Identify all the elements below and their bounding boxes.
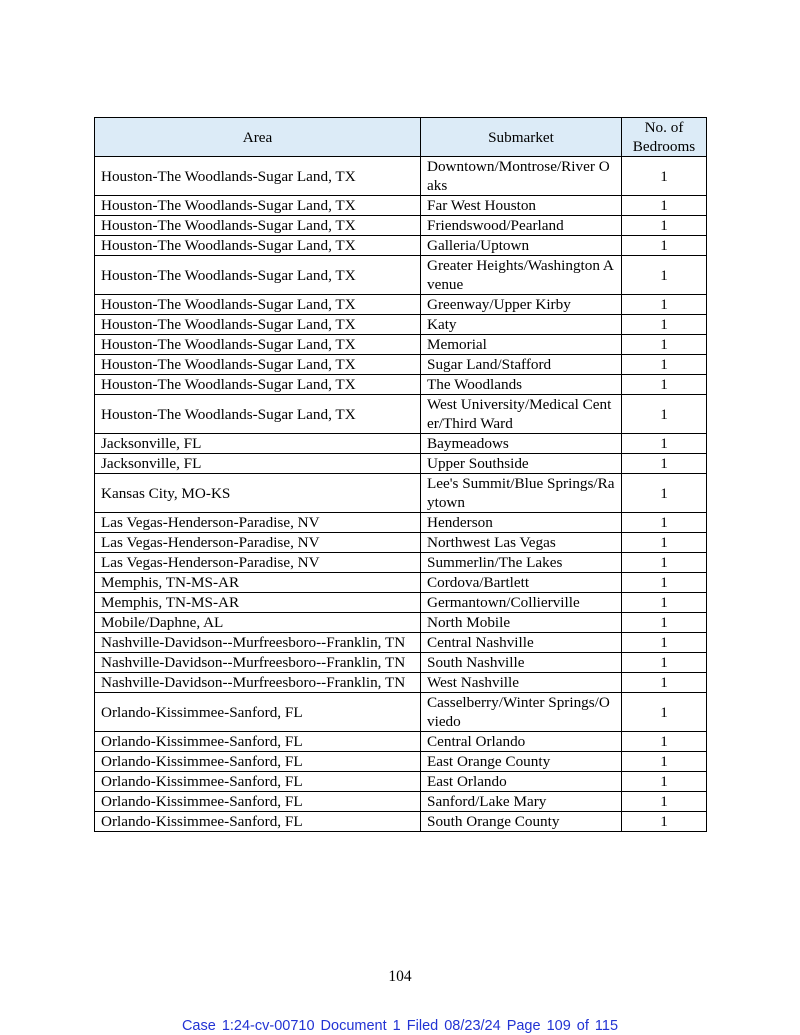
cell-submarket: Sugar Land/Stafford xyxy=(421,355,622,375)
cell-bedrooms: 1 xyxy=(622,256,707,295)
cell-bedrooms: 1 xyxy=(622,315,707,335)
header-area: Area xyxy=(95,118,421,157)
cell-submarket: Central Orlando xyxy=(421,732,622,752)
cell-area: Jacksonville, FL xyxy=(95,454,421,474)
cell-submarket: West University/Medical Center/Third Ward xyxy=(421,395,622,434)
cell-bedrooms: 1 xyxy=(622,573,707,593)
cell-bedrooms: 1 xyxy=(622,633,707,653)
cell-area: Houston-The Woodlands-Sugar Land, TX xyxy=(95,295,421,315)
cell-submarket: Baymeadows xyxy=(421,434,622,454)
cell-area: Orlando-Kissimmee-Sanford, FL xyxy=(95,792,421,812)
table-row xyxy=(95,513,707,533)
cell-submarket: Central Nashville xyxy=(421,633,622,653)
table-row xyxy=(95,236,707,256)
cell-bedrooms: 1 xyxy=(622,335,707,355)
cell-area: Jacksonville, FL xyxy=(95,434,421,454)
cell-submarket: Memorial xyxy=(421,335,622,355)
cell-bedrooms: 1 xyxy=(622,216,707,236)
cell-area: Houston-The Woodlands-Sugar Land, TX xyxy=(95,236,421,256)
cell-area: Houston-The Woodlands-Sugar Land, TX xyxy=(95,196,421,216)
cell-submarket: Greenway/Upper Kirby xyxy=(421,295,622,315)
cell-area: Houston-The Woodlands-Sugar Land, TX xyxy=(95,157,421,196)
cell-bedrooms: 1 xyxy=(622,355,707,375)
cell-area: Orlando-Kissimmee-Sanford, FL xyxy=(95,812,421,832)
cell-area: Las Vegas-Henderson-Paradise, NV xyxy=(95,513,421,533)
cell-submarket: East Orange County xyxy=(421,752,622,772)
cell-area: Houston-The Woodlands-Sugar Land, TX xyxy=(95,395,421,434)
cell-submarket: East Orlando xyxy=(421,772,622,792)
table-row xyxy=(95,772,707,792)
cell-area: Houston-The Woodlands-Sugar Land, TX xyxy=(95,216,421,236)
cell-area: Houston-The Woodlands-Sugar Land, TX xyxy=(95,355,421,375)
table-row xyxy=(95,792,707,812)
cell-bedrooms: 1 xyxy=(622,395,707,434)
cell-area: Las Vegas-Henderson-Paradise, NV xyxy=(95,533,421,553)
cell-area: Houston-The Woodlands-Sugar Land, TX xyxy=(95,315,421,335)
table-row xyxy=(95,693,707,732)
cell-submarket: Katy xyxy=(421,315,622,335)
table-row xyxy=(95,573,707,593)
table-row xyxy=(95,315,707,335)
cell-area: Kansas City, MO-KS xyxy=(95,474,421,513)
cell-area: Orlando-Kissimmee-Sanford, FL xyxy=(95,732,421,752)
cell-area: Houston-The Woodlands-Sugar Land, TX xyxy=(95,256,421,295)
cell-bedrooms: 1 xyxy=(622,513,707,533)
cell-bedrooms: 1 xyxy=(622,454,707,474)
table-row xyxy=(95,593,707,613)
cell-submarket: North Mobile xyxy=(421,613,622,633)
cell-bedrooms: 1 xyxy=(622,653,707,673)
cell-submarket: Lee's Summit/Blue Springs/Raytown xyxy=(421,474,622,513)
cell-bedrooms: 1 xyxy=(622,673,707,693)
cell-submarket: Upper Southside xyxy=(421,454,622,474)
cell-bedrooms: 1 xyxy=(622,474,707,513)
cell-bedrooms: 1 xyxy=(622,553,707,573)
cell-submarket: South Orange County xyxy=(421,812,622,832)
page-number: 104 xyxy=(388,968,412,985)
cell-submarket: Casselberry/Winter Springs/Oviedo xyxy=(421,693,622,732)
cell-submarket: Galleria/Uptown xyxy=(421,236,622,256)
table-row xyxy=(95,752,707,772)
housing-data-table xyxy=(94,117,707,832)
cell-submarket: The Woodlands xyxy=(421,375,622,395)
table-row xyxy=(95,812,707,832)
cell-bedrooms: 1 xyxy=(622,157,707,196)
header-submarket: Submarket xyxy=(421,118,622,157)
cell-bedrooms: 1 xyxy=(622,533,707,553)
cell-area: Memphis, TN-MS-AR xyxy=(95,573,421,593)
table-row xyxy=(95,375,707,395)
cell-submarket: Friendswood/Pearland xyxy=(421,216,622,236)
table-row xyxy=(95,216,707,236)
cell-bedrooms: 1 xyxy=(622,812,707,832)
cell-bedrooms: 1 xyxy=(622,792,707,812)
table-row xyxy=(95,454,707,474)
header-row xyxy=(95,118,707,157)
table-row xyxy=(95,295,707,315)
table-row xyxy=(95,653,707,673)
cell-bedrooms: 1 xyxy=(622,732,707,752)
cell-submarket: Cordova/Bartlett xyxy=(421,573,622,593)
table-row xyxy=(95,196,707,216)
cell-area: Orlando-Kissimmee-Sanford, FL xyxy=(95,693,421,732)
cell-bedrooms: 1 xyxy=(622,196,707,216)
table-row xyxy=(95,256,707,295)
cell-area: Orlando-Kissimmee-Sanford, FL xyxy=(95,772,421,792)
table-row xyxy=(95,157,707,196)
cell-area: Memphis, TN-MS-AR xyxy=(95,593,421,613)
cell-bedrooms: 1 xyxy=(622,752,707,772)
cell-bedrooms: 1 xyxy=(622,375,707,395)
cell-submarket: South Nashville xyxy=(421,653,622,673)
header-bedrooms: No. of Bedrooms xyxy=(622,118,707,157)
cell-submarket: Germantown/Collierville xyxy=(421,593,622,613)
cell-area: Las Vegas-Henderson-Paradise, NV xyxy=(95,553,421,573)
cell-submarket: West Nashville xyxy=(421,673,622,693)
case-footer: Case 1:24-cv-00710 Document 1 Filed 08/23/24 Page 109 of 115 xyxy=(181,1018,619,1034)
cell-submarket: Summerlin/The Lakes xyxy=(421,553,622,573)
cell-area: Orlando-Kissimmee-Sanford, FL xyxy=(95,752,421,772)
table-header xyxy=(95,118,707,157)
cell-area: Mobile/Daphne, AL xyxy=(95,613,421,633)
cell-submarket: Northwest Las Vegas xyxy=(421,533,622,553)
cell-bedrooms: 1 xyxy=(622,613,707,633)
table-row xyxy=(95,474,707,513)
cell-area: Nashville-Davidson--Murfreesboro--Franklin, TN xyxy=(95,673,421,693)
cell-submarket: Henderson xyxy=(421,513,622,533)
table-body xyxy=(95,157,707,832)
cell-area: Houston-The Woodlands-Sugar Land, TX xyxy=(95,335,421,355)
table-row xyxy=(95,434,707,454)
cell-submarket: Far West Houston xyxy=(421,196,622,216)
table-row xyxy=(95,335,707,355)
cell-bedrooms: 1 xyxy=(622,772,707,792)
table-row xyxy=(95,633,707,653)
table-row xyxy=(95,395,707,434)
cell-bedrooms: 1 xyxy=(622,593,707,613)
table-row xyxy=(95,533,707,553)
table-row xyxy=(95,732,707,752)
table-row xyxy=(95,553,707,573)
cell-submarket: Greater Heights/Washington Avenue xyxy=(421,256,622,295)
cell-bedrooms: 1 xyxy=(622,236,707,256)
cell-area: Nashville-Davidson--Murfreesboro--Franklin, TN xyxy=(95,633,421,653)
table-row xyxy=(95,673,707,693)
cell-bedrooms: 1 xyxy=(622,434,707,454)
cell-submarket: Sanford/Lake Mary xyxy=(421,792,622,812)
cell-bedrooms: 1 xyxy=(622,693,707,732)
cell-bedrooms: 1 xyxy=(622,295,707,315)
table-row xyxy=(95,613,707,633)
table-row xyxy=(95,355,707,375)
cell-area: Houston-The Woodlands-Sugar Land, TX xyxy=(95,375,421,395)
cell-submarket: Downtown/Montrose/River Oaks xyxy=(421,157,622,196)
cell-area: Nashville-Davidson--Murfreesboro--Franklin, TN xyxy=(95,653,421,673)
